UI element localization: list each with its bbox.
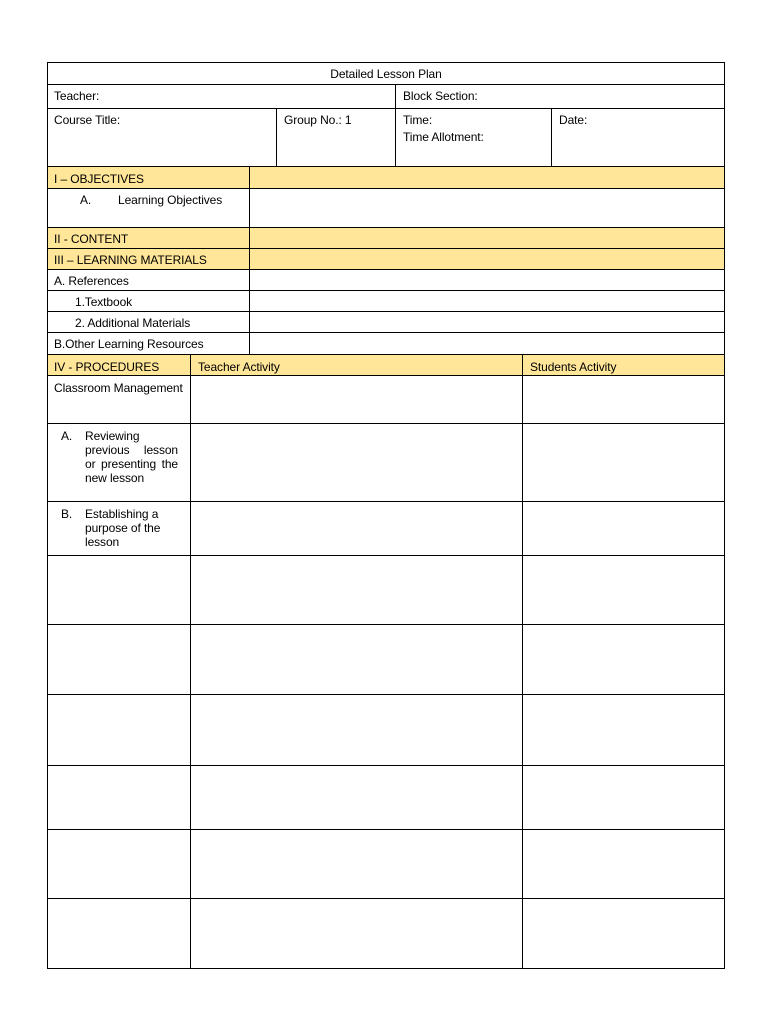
procedure-step-cell[interactable]: [48, 898, 190, 968]
course-title-field[interactable]: Course Title:: [54, 113, 121, 127]
reviewing-students-input[interactable]: [524, 423, 724, 501]
teacher-activity-cell[interactable]: [192, 765, 522, 829]
lesson-plan-table: [47, 62, 725, 969]
establishing-row-label: [48, 501, 190, 555]
teacher-activity-cell[interactable]: [192, 829, 522, 898]
classroom-management-teacher-input[interactable]: [192, 375, 522, 423]
list-marker: A.: [80, 193, 92, 207]
objectives-heading: I – OBJECTIVES: [54, 172, 144, 186]
procedure-step-cell[interactable]: [48, 694, 190, 765]
students-activity-cell[interactable]: [524, 898, 724, 968]
column-divider: [249, 166, 250, 354]
time-field[interactable]: [397, 108, 551, 166]
additional-materials-input[interactable]: [251, 311, 724, 332]
teacher-activity-cell[interactable]: [192, 898, 522, 968]
establishing-label: Establishing a purpose of the lesson: [85, 507, 161, 549]
learning-objectives-row: [48, 188, 249, 227]
document-title: Detailed Lesson Plan: [330, 67, 442, 81]
procedures-heading: IV - PROCEDURES: [54, 360, 160, 374]
procedure-step-cell[interactable]: [48, 624, 190, 694]
reviewing-row-label: [48, 423, 190, 501]
column-divider: [551, 108, 552, 166]
references-input[interactable]: [251, 269, 724, 290]
teacher-activity-cell[interactable]: [192, 694, 522, 765]
students-activity-cell[interactable]: [524, 694, 724, 765]
other-resources-label: B.Other Learning Resources: [54, 337, 204, 351]
procedure-step-cell[interactable]: [48, 765, 190, 829]
students-activity-cell[interactable]: [524, 765, 724, 829]
time-allotment-label: Time Allotment:: [403, 130, 484, 144]
additional-materials-label: 2. Additional Materials: [75, 316, 191, 330]
students-activity-cell[interactable]: [524, 555, 724, 624]
learning-objectives-label: Learning Objectives: [118, 193, 223, 207]
column-divider: [276, 108, 277, 166]
date-field[interactable]: Date:: [559, 113, 588, 127]
learning-objectives-input[interactable]: [251, 188, 724, 227]
establishing-teacher-input[interactable]: [192, 501, 522, 555]
column-divider: [522, 354, 523, 968]
classroom-management-label: Classroom Management: [54, 381, 183, 395]
students-activity-heading: Students Activity: [530, 360, 617, 374]
time-label: Time:: [403, 113, 433, 127]
teacher-activity-heading: Teacher Activity: [198, 360, 280, 374]
list-marker: A.: [61, 429, 73, 443]
column-divider: [395, 84, 396, 166]
students-activity-cell[interactable]: [524, 624, 724, 694]
procedure-step-cell[interactable]: [48, 829, 190, 898]
group-number-field[interactable]: Group No.: 1: [284, 113, 352, 127]
teacher-activity-cell[interactable]: [192, 624, 522, 694]
reviewing-label: Reviewing previous lesson or presenting the new lesson: [85, 429, 178, 485]
other-resources-input[interactable]: [251, 332, 724, 354]
content-heading: II - CONTENT: [54, 232, 129, 246]
students-activity-cell[interactable]: [524, 829, 724, 898]
classroom-management-students-input[interactable]: [524, 375, 724, 423]
list-marker: B.: [61, 507, 73, 521]
textbook-input[interactable]: [251, 290, 724, 311]
learning-materials-heading: III – LEARNING MATERIALS: [54, 253, 207, 267]
references-label: A. References: [54, 274, 129, 288]
teacher-activity-cell[interactable]: [192, 555, 522, 624]
block-section-field[interactable]: Block Section:: [403, 89, 478, 103]
teacher-field[interactable]: Teacher:: [54, 89, 100, 103]
textbook-label: 1.Textbook: [75, 295, 133, 309]
column-divider: [190, 354, 191, 968]
establishing-students-input[interactable]: [524, 501, 724, 555]
procedure-step-cell[interactable]: [48, 555, 190, 624]
reviewing-teacher-input[interactable]: [192, 423, 522, 501]
